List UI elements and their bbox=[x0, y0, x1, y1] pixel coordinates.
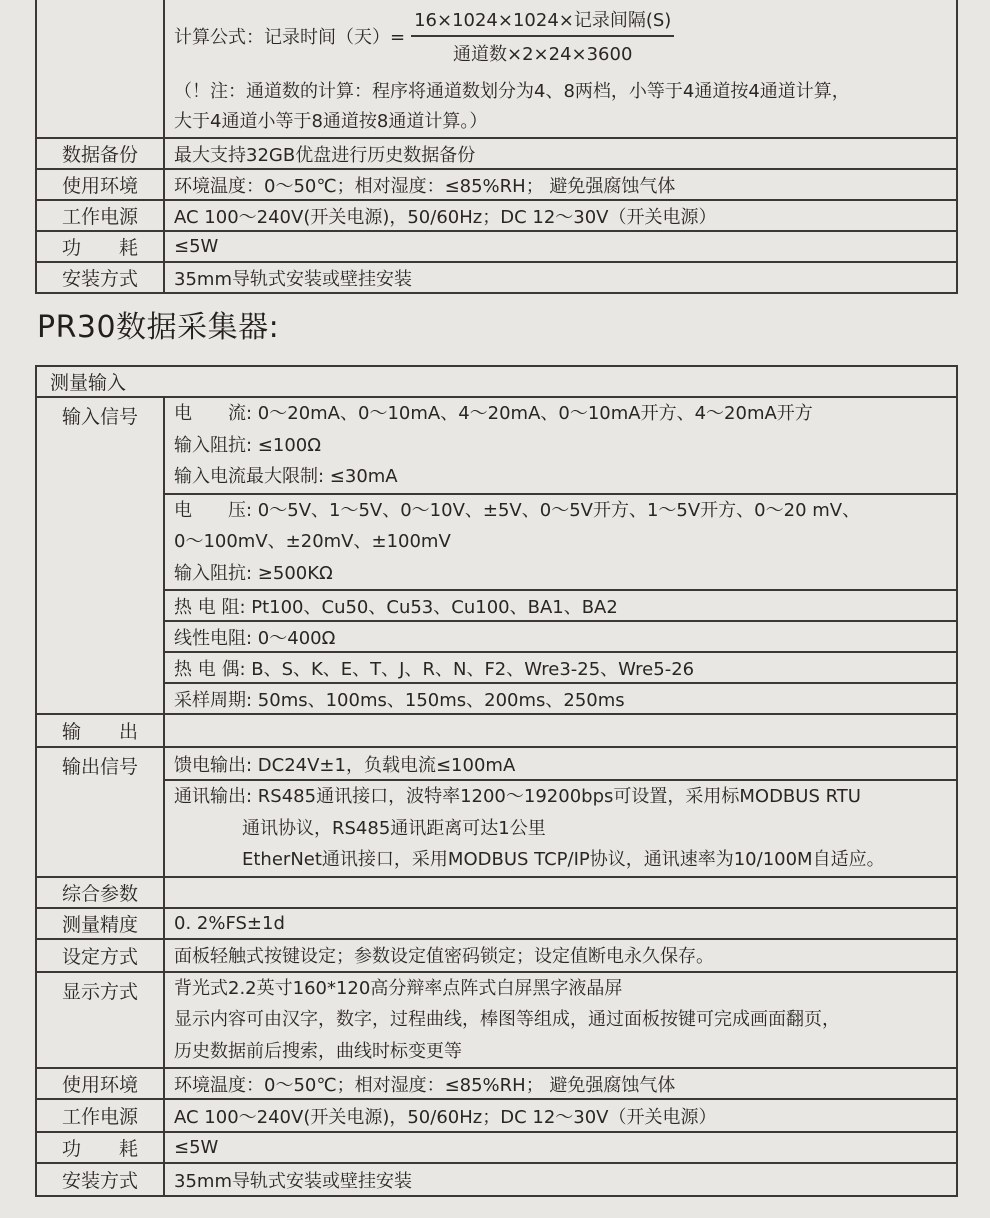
row-value-consumption-2: ≤5W bbox=[164, 1132, 957, 1163]
formula-note bbox=[174, 77, 947, 137]
row-label-data-backup: 数据备份 bbox=[36, 138, 164, 169]
row-label-display: 显示方式 bbox=[36, 972, 164, 1069]
formula-denominator: 通道数×2×24×3600 bbox=[453, 44, 633, 65]
row-label-input-signal: 输入信号 bbox=[36, 397, 164, 714]
formula-numerator: 16×1024×1024×记录间隔(S) bbox=[411, 6, 674, 37]
table-row bbox=[36, 714, 957, 747]
table-row bbox=[36, 397, 957, 494]
spec-line-current-impedance: 输入阻抗: ≤100Ω bbox=[174, 434, 321, 456]
table-row bbox=[36, 494, 957, 591]
input-voltage-group bbox=[164, 494, 957, 591]
display-group bbox=[164, 972, 957, 1069]
table-row bbox=[36, 200, 957, 231]
spec-line-linear-resistance: 线性电阻: 0～400Ω bbox=[164, 621, 957, 652]
table-row bbox=[36, 1099, 957, 1132]
table-row bbox=[36, 1068, 957, 1099]
spec-line-display-3: 历史数据前后搜索，曲线时标变更等 bbox=[174, 1040, 462, 1062]
row-label-mounting-2: 安装方式 bbox=[36, 1163, 164, 1196]
formula-fraction bbox=[411, 6, 674, 66]
row-label-misc-params: 综合参数 bbox=[36, 877, 164, 908]
table-row bbox=[36, 1163, 957, 1196]
row-label-setting: 设定方式 bbox=[36, 939, 164, 972]
table-row bbox=[36, 169, 957, 200]
spec-line-rtd: 热 电 阻: Pt100、Cu50、Cu53、Cu100、BA1、BA2 bbox=[164, 590, 957, 621]
table-row bbox=[36, 908, 957, 939]
row-value-setting: 面板轻触式按键设定；参数设定值密码锁定；设定值断电永久保存。 bbox=[164, 939, 957, 972]
table-row bbox=[36, 1132, 957, 1163]
row-value-power: AC 100～240V(开关电源)，50/60Hz；DC 12～30V（开关电源） bbox=[164, 200, 957, 231]
spec-line-feed-power: 馈电输出: DC24V±1，负载电流≤100mA bbox=[164, 747, 957, 780]
row-label-mounting: 安装方式 bbox=[36, 262, 164, 293]
row-label-accuracy: 测量精度 bbox=[36, 908, 164, 939]
row-label-power: 工作电源 bbox=[36, 200, 164, 231]
table-row bbox=[36, 683, 957, 714]
spec-line-comm-1: 通讯输出: RS485通讯接口，波特率1200～19200bps可设置，采用标MODBUS RTU bbox=[174, 786, 861, 807]
table-row bbox=[36, 972, 957, 1069]
spec-line-current-limit: 输入电流最大限制: ≤30mA bbox=[174, 466, 398, 487]
table-row bbox=[36, 231, 957, 262]
row-label-environment: 使用环境 bbox=[36, 169, 164, 200]
row-value-misc-params bbox=[164, 877, 957, 908]
row-label-output: 输 出 bbox=[36, 714, 164, 747]
table-row bbox=[36, 747, 957, 780]
table-row bbox=[36, 590, 957, 621]
row-value-output bbox=[164, 714, 957, 747]
formula-note-line-1: （！注：通道数的计算：程序将通道数划分为4、8两档，小等于4通道按4通道计算， bbox=[174, 81, 850, 102]
table-row bbox=[36, 621, 957, 652]
spec-line-comm-2: 通讯协议，RS485通讯距离可达1公里 bbox=[242, 817, 546, 839]
row-label-output-signal: 输出信号 bbox=[36, 747, 164, 877]
spec-line-current: 电 流: 0～20mA、0～10mA、4～20mA、0～10mA开方、4～20mA开方 bbox=[174, 403, 813, 424]
row-value-consumption: ≤5W bbox=[164, 231, 957, 262]
spec-line-sampling: 采样周期: 50ms、100ms、150ms、200ms、250ms bbox=[164, 683, 957, 714]
spec-table-pr30 bbox=[35, 365, 958, 1197]
row-value-accuracy: 0. 2%FS±1d bbox=[164, 908, 957, 939]
formula-cell bbox=[164, 0, 957, 138]
row-value-mounting-2: 35mm导轨式安装或壁挂安装 bbox=[164, 1163, 957, 1196]
spec-line-display-1: 背光式2.2英寸160*120高分辩率点阵式白屏黑字液晶屏 bbox=[174, 977, 623, 999]
section-header-row bbox=[36, 366, 957, 397]
table-row bbox=[36, 877, 957, 908]
spec-line-voltage-1: 电 压: 0～5V、1～5V、0～10V、±5V、0～5V开方、1～5V开方、0～20 mV、 bbox=[174, 499, 861, 521]
formula-row-empty-label bbox=[36, 0, 164, 138]
spec-line-comm-3: EtherNet通讯接口，采用MODBUS TCP/IP协议，通讯速率为10/100M自适应。 bbox=[242, 849, 885, 870]
spec-line-voltage-impedance: 输入阻抗: ≥500KΩ bbox=[174, 562, 333, 584]
formula-prefix: 计算公式：记录时间（天）= bbox=[174, 27, 406, 48]
table-row bbox=[36, 138, 957, 169]
row-value-data-backup: 最大支持32GB优盘进行历史数据备份 bbox=[164, 138, 957, 169]
row-value-mounting: 35mm导轨式安装或壁挂安装 bbox=[164, 262, 957, 293]
table-row bbox=[36, 652, 957, 683]
comm-output-group bbox=[164, 780, 957, 877]
row-value-environment: 环境温度：0～50℃；相对湿度：≤85%RH； 避免强腐蚀气体 bbox=[164, 169, 957, 200]
spec-line-display-2: 显示内容可由汉字，数字，过程曲线，棒图等组成，通过面板按键可完成画面翻页， bbox=[174, 1009, 840, 1030]
record-time-formula bbox=[174, 6, 947, 66]
spec-table-recorder bbox=[35, 0, 958, 294]
page-title: PR30数据采集器: bbox=[37, 310, 280, 345]
table-row bbox=[36, 780, 957, 877]
spec-line-thermocouple: 热 电 偶: B、S、K、E、T、J、R、N、F2、Wre3-25、Wre5-26 bbox=[164, 652, 957, 683]
row-value-power-2: AC 100～240V(开关电源)，50/60Hz；DC 12～30V（开关电源） bbox=[164, 1099, 957, 1132]
row-value-environment-2: 环境温度：0～50℃；相对湿度：≤85%RH； 避免强腐蚀气体 bbox=[164, 1068, 957, 1099]
row-label-consumption: 功 耗 bbox=[36, 231, 164, 262]
section-header-measure-input: 测量输入 bbox=[36, 366, 957, 397]
spec-line-voltage-2: 0～100mV、±20mV、±100mV bbox=[174, 531, 451, 552]
row-label-environment-2: 使用环境 bbox=[36, 1068, 164, 1099]
table-row bbox=[36, 939, 957, 972]
input-current-group bbox=[164, 397, 957, 494]
formula-note-line-2: 大于4通道小等于8通道按8通道计算。） bbox=[174, 111, 488, 132]
table-row bbox=[36, 262, 957, 293]
formula-row bbox=[36, 0, 957, 138]
row-label-power-2: 工作电源 bbox=[36, 1099, 164, 1132]
row-label-consumption-2: 功 耗 bbox=[36, 1132, 164, 1163]
